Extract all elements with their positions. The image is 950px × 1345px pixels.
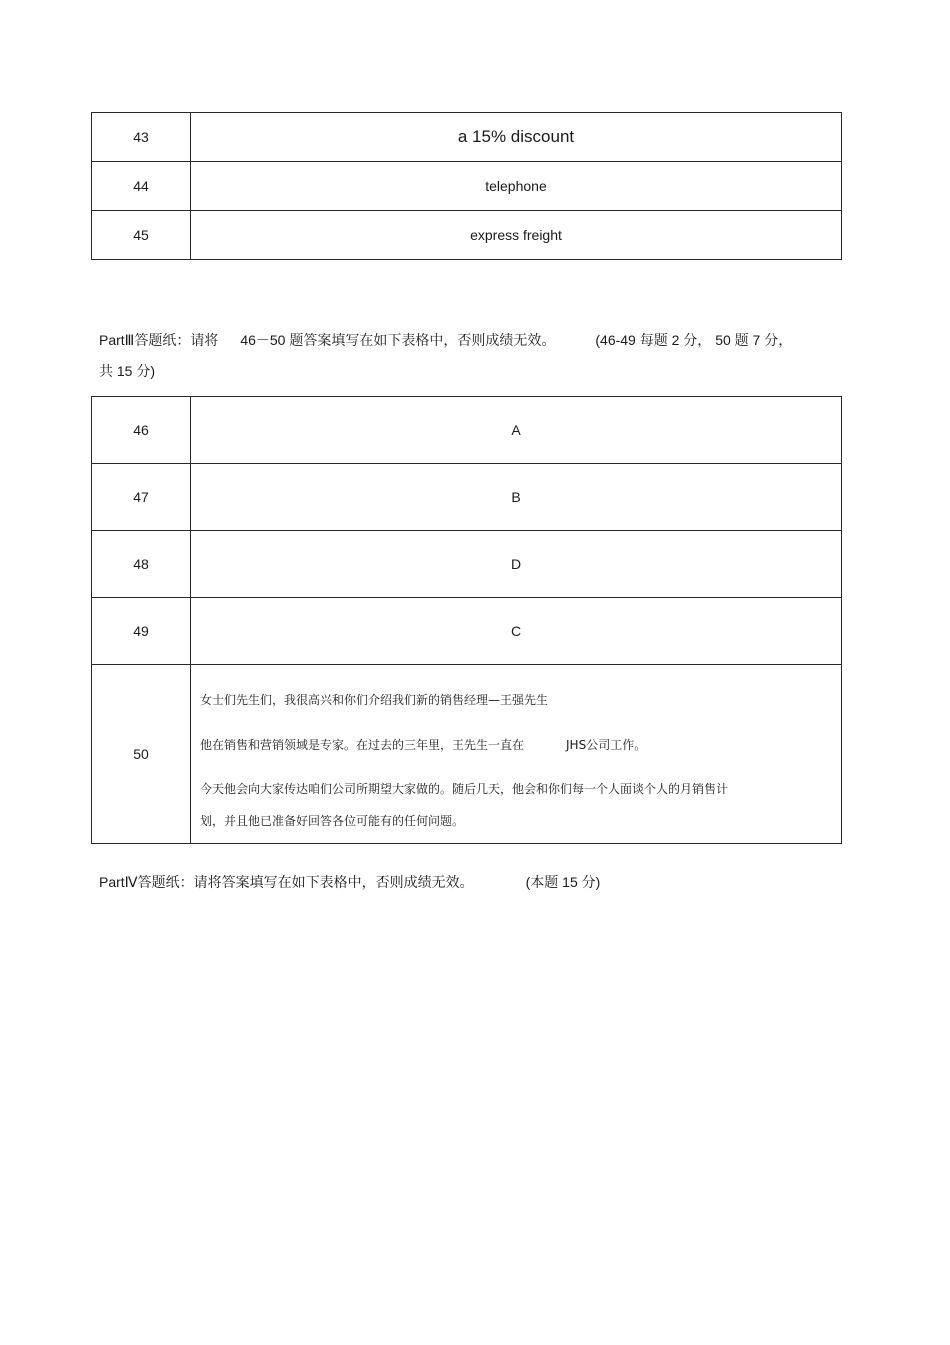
question-number: 44 <box>92 162 191 211</box>
question-number: 49 <box>92 598 191 665</box>
answer-cell: express freight <box>191 211 842 260</box>
question-number: 46 <box>92 397 191 464</box>
answer-cell: a 15% discount <box>191 113 842 162</box>
part3-instructions-line1 <box>99 330 792 350</box>
part3-range: 46－50 题答案填写在如下表格中，否则成绩无效。 <box>240 332 556 348</box>
table-row <box>92 598 842 665</box>
part3-instructions-line2: 共 15 分) <box>99 363 156 379</box>
question-number: 43 <box>92 113 191 162</box>
table-row <box>92 464 842 531</box>
answer-table-46-50 <box>91 396 842 844</box>
question-number: 50 <box>92 665 191 844</box>
question-number: 45 <box>92 211 191 260</box>
table-row <box>92 211 842 260</box>
table-row <box>92 531 842 598</box>
part4-label: PartⅣ答题纸：请将答案填写在如下表格中，否则成绩无效。 <box>99 874 474 890</box>
question-number: 47 <box>92 464 191 531</box>
translation-line-2-text: 他在销售和营销领域是专家。在过去的三年里，王先生一直在 <box>200 738 525 752</box>
answer-cell: B <box>191 464 842 531</box>
answer-cell: telephone <box>191 162 842 211</box>
translation-line-1: 女士们先生们，我很高兴和你们介绍我们新的销售经理—王强先生 <box>200 693 549 707</box>
part3-score: (46-49 每题 2 分， 50 题 7 分， <box>595 332 793 348</box>
answer-table-43-45 <box>91 112 842 260</box>
translation-line-2 <box>200 736 646 753</box>
question-number: 48 <box>92 531 191 598</box>
table-row <box>92 397 842 464</box>
table-row <box>92 162 842 211</box>
table-row <box>92 113 842 162</box>
translation-line-4: 划，并且他已准备好回答各位可能有的任何问题。 <box>200 814 465 828</box>
part4-instructions <box>99 872 600 892</box>
company-name: JHS公司工作。 <box>566 738 647 752</box>
answer-cell: D <box>191 531 842 598</box>
part3-label: PartⅢ答题纸：请将 <box>99 332 219 348</box>
answer-cell: A <box>191 397 842 464</box>
part4-score: (本题 15 分) <box>525 874 601 890</box>
answer-cell: C <box>191 598 842 665</box>
translation-line-3: 今天他会向大家传达咱们公司所期望大家做的。随后几天，他会和你们每一个人面谈个人的月销售计 <box>200 782 729 796</box>
